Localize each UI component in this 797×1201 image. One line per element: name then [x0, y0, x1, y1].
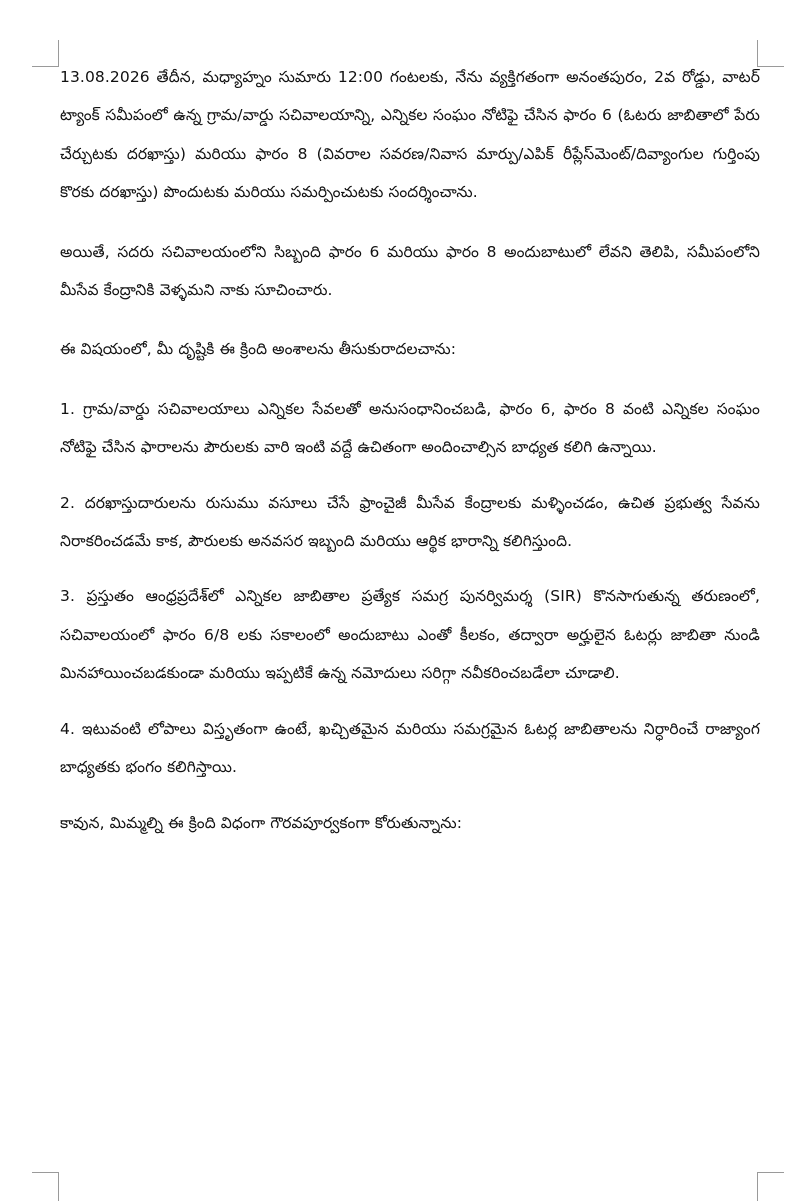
numbered-list: [60, 390, 760, 787]
crop-mark-top-right: [757, 40, 784, 67]
list-item: 2. దరఖాస్తుదారులను రుసుము వసూలు చేసే ఫ్రాంచైజీ మీసేవ కేంద్రాలకు మళ్ళించడం, ఉచిత ప్రభుత్వ సేవను నిరాకరించడమే కాక, పౌరులకు అనవసర ఇబ్బంది మరియు ఆర్థిక భారాన్ని కలిగిస్తుంది.: [60, 493, 760, 551]
paragraph-visit: 13.08.2026 తేదీన, మధ్యాహ్నం సుమారు 12:00 గంటలకు, నేను వ్యక్తిగతంగా అనంతపురం, 2వ రోడ్డు, వాటర్ ట్యాంక్ సమీపంలో ఉన్న గ్రామ/వార్డు సచివాలయాన్ని, ఎన్నికల సంఘం నోటిఫై చేసిన ఫారం 6 (ఓటరు జాబితాలో పేరు చేర్చుటకు దరఖాస్తు) మరియు ఫారం 8 (వివరాల సవరణ/నివాస మార్పు/ఎపిక్ రీప్లేస్‌మెంట్/దివ్యాంగుల గుర్తింపు కొరకు దరఖాస్తు) పొందుటకు మరియు సమర్పించుటకు సందర్శించాను.: [60, 68, 760, 202]
list-item: 1. గ్రామ/వార్డు సచివాలయాలు ఎన్నికల సేవలతో అనుసంధానించబడి, ఫారం 6, ఫారం 8 వంటి ఎన్నికల సంఘం నోటిఫై చేసిన ఫారాలను పౌరులకు వారి ఇంటి వద్దే ఉచితంగా అందించాల్సిన బాధ్యత కలిగి ఉన్నాయి.: [60, 399, 760, 457]
crop-mark-bottom-left: [32, 1172, 59, 1201]
paragraph-closing-request: కావున, మిమ్మల్ని ఈ క్రింది విధంగా గౌరవపూర్వకంగా కోరుతున్నాను:: [60, 813, 463, 832]
document-body: [60, 58, 760, 863]
crop-mark-bottom-right: [757, 1172, 784, 1201]
paragraph-staff-response: అయితే, సదరు సచివాలయంలోని సిబ్బంది ఫారం 6 మరియు ఫారం 8 అందుబాటులో లేవని తెలిపి, సమీపంలోని మీసేవ కేంద్రానికి వెళ్ళమని నాకు సూచించారు.: [60, 242, 760, 300]
crop-mark-top-left: [32, 40, 59, 67]
list-item: 3. ప్రస్తుతం ఆంధ్రప్రదేశ్‌లో ఎన్నికల జాబితాల ప్రత్యేక సమగ్ర పునర్విమర్శ (SIR) కొనసాగుతున్న తరుణంలో, సచివాలయంలో ఫారం 6/8 లకు సకాలంలో అందుబాటు ఎంతో కీలకం, తద్వారా అర్హులైన ఓటర్లు జాబితా నుండి మినహాయించబడకుండా మరియు ఇప్పటికే ఉన్న నమోదులు సరిగ్గా నవీకరించబడేలా చూడాలి.: [60, 587, 760, 683]
paragraph-points-intro: ఈ విషయంలో, మీ దృష్టికి ఈ క్రింది అంశాలను తీసుకురాదలచాను:: [60, 340, 457, 359]
list-item: 4. ఇటువంటి లోపాలు విస్తృతంగా ఉంటే, ఖచ్చితమైన మరియు సమగ్రమైన ఓటర్ల జాబితాలను నిర్ధారించే రాజ్యాంగ బాధ్యతకు భంగం కలిగిస్తాయి.: [60, 719, 760, 777]
